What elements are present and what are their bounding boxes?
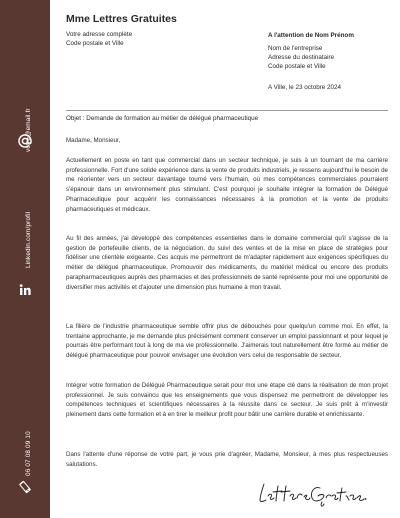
recipient-address: Adresse du destinataire — [268, 54, 335, 61]
salutation: Madame, Monsieur, — [66, 137, 121, 144]
sidebar — [0, 0, 50, 518]
letter — [62, 0, 388, 518]
sender-city: Code postale et Ville — [66, 40, 124, 47]
paragraph-4: Intégrer votre formation de Délégué Pharmaceutique serait pour moi une étape clé dans la réalisation de mon projet professionnel. Je suis convaincu que les enseignements que vous dispensez me permettront de développer les compétences techniques et scientifiques nécessaires à la réussite dans ce secteur. Je suis prêt à m'investir pleinement dans cette formation et à en tirer le meilleur profit pour bâtir une carrière durable et enrichissante. — [66, 382, 388, 419]
linkedin-text: Linkedin.com/profil — [25, 211, 32, 268]
phone-text: 06 07 08 09 10 — [25, 431, 32, 476]
linkedin-icon — [17, 282, 33, 298]
phone-icon — [17, 479, 33, 495]
at-sign-icon — [17, 133, 33, 149]
divider — [66, 110, 388, 111]
signature-image — [256, 474, 368, 510]
paragraph-5: Dans l'attente d'une réponse de votre part, je vous prie d'agréer, Madame, Monsieur, à mes plus respectueuses salutations. — [66, 451, 388, 468]
letter-date: A Ville, le 23 octobre 2024 — [268, 84, 342, 91]
paragraph-1: Actuellement en poste en tant que commercial dans un secteur technique, je suis à un tournant de ma carrière professionnelle. Fort d'une solide expérience dans la vente de produits industriels, je ressens aujourd'hui le besoin de me réorienter vers un secteur davantage tourné vers l'humain, où mes compétences commerciales pourraient s'épanouir dans un environnement plus stimulant. C'est pourquoi je souhaite intégrer la formation de Délégué Pharmaceutique pour acquérir les connaissances nécessaires à la promotion et la vente de produits pharmaceutiques et médicaux. — [66, 157, 388, 213]
sender-address: Votre adresse complète — [66, 31, 133, 38]
paragraph-2: Au fil des années, j'ai développé des compétences essentielles dans le domaine commercial qu'il s'agisse de la gestion de portefeuille clients, de la négociation, du suivi des ventes et de la mise en place de stratégies pour fidéliser une clientèle exigeante. Ces acquis me permettront de m'adapter rapidement aux exigences spécifiques du métier de délégué pharmaceutique. Promouvoir des médicaments, du matériel médical ou encore des produits parapharmaceutiques auprès des pharmacies et des professionnels de santé représente pour moi une opportunité de diversifier mes activités et d'ajouter une dimension plus humaine à mon travail. — [66, 235, 388, 291]
letter-subject: Objet : Demande de formation au métier de délégué pharmaceutique — [66, 115, 259, 122]
paragraph-3: La filière de l'industrie pharmaceutique semble offrir plus de débouchés pour quelqu'un comme moi. En effet, la trentaine approchante, je me demande plus précisément comment conserver un emploi passionnant et pour lequel je pourrais être performant tout à long de ma vie professionnelle. J'aimerais tout naturellement être formé au métier de délégué pharmaceutique pour pouvoir envisager une évolution vers celui de responsable de secteur. — [66, 323, 388, 360]
recipient-city: Code postale et Ville — [268, 63, 326, 70]
recipient-attention: A l'attention de Nom Prénom — [268, 32, 354, 39]
recipient-company: Nom de l'entreprise — [268, 45, 323, 52]
email-text: votre@email.fr — [25, 108, 32, 152]
sender-name: Mme Lettres Gratuites — [66, 13, 177, 25]
